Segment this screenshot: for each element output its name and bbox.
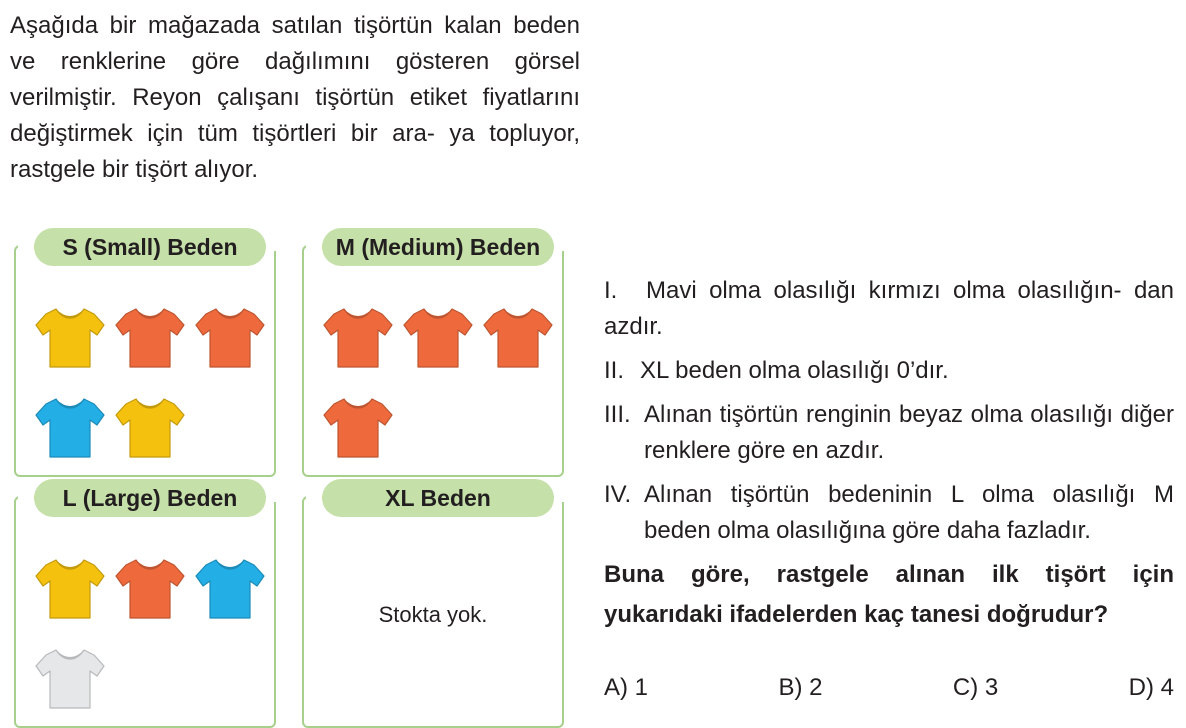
shirt-grid bbox=[30, 299, 270, 465]
statement-text: Mavi olma olasılığı kırmızı olma olasılığın- dan azdır. bbox=[604, 277, 1174, 340]
statement-number: I. bbox=[604, 277, 618, 304]
option-b[interactable]: B) 2 bbox=[778, 674, 823, 701]
statement-text: Alınan tişörtün renginin beyaz olma olasılığı diğer renklere göre en azdır. bbox=[644, 401, 1174, 464]
statement-text: XL beden olma olasılığı 0’dır. bbox=[640, 357, 949, 384]
statements-list bbox=[604, 273, 1174, 557]
red-tshirt-icon bbox=[318, 389, 398, 465]
blue-tshirt-icon bbox=[190, 550, 270, 626]
red-tshirt-icon bbox=[398, 299, 478, 375]
option-c[interactable]: C) 3 bbox=[952, 674, 999, 701]
panel-m-size bbox=[302, 234, 564, 477]
statement-1 bbox=[604, 273, 1174, 345]
yellow-tshirt-icon bbox=[110, 389, 190, 465]
statement-3 bbox=[604, 397, 1174, 469]
option-a[interactable]: A) 1 bbox=[604, 674, 649, 701]
panel-title: L (Large) Beden bbox=[34, 479, 266, 517]
shirt-grid bbox=[318, 299, 558, 465]
panel-title: XL Beden bbox=[322, 479, 554, 517]
panel-xl-size bbox=[302, 485, 564, 728]
panel-l-size bbox=[14, 485, 276, 728]
option-d[interactable]: D) 4 bbox=[1128, 674, 1174, 701]
out-of-stock-note: Stokta yok. bbox=[378, 602, 488, 627]
red-tshirt-icon bbox=[110, 299, 190, 375]
blue-tshirt-icon bbox=[30, 389, 110, 465]
intro-text: Aşağıda bir mağazada satılan tişörtün kalan beden ve renklerine göre dağılımını gösteren görsel verilmiştir. Reyon çalışanı tişörtün etiket fiyatlarını değiştirmek için tüm tişörtleri bir ara- ya topluyor, rastgele bir tişört alıyor. bbox=[10, 12, 580, 183]
statement-number: IV. bbox=[604, 481, 632, 508]
statement-4 bbox=[604, 477, 1174, 549]
statement-number: II. bbox=[604, 357, 625, 384]
panel-title: M (Medium) Beden bbox=[322, 228, 554, 266]
statement-2 bbox=[604, 353, 1174, 389]
panel-title: S (Small) Beden bbox=[34, 228, 266, 266]
question-text: Buna göre, rastgele alınan ilk tişört için yukarıdaki ifadelerden kaç tanesi doğrudur? bbox=[604, 561, 1174, 628]
yellow-tshirt-icon bbox=[30, 299, 110, 375]
answer-options bbox=[604, 674, 1174, 702]
red-tshirt-icon bbox=[190, 299, 270, 375]
shirt-grid bbox=[30, 550, 270, 716]
white-tshirt-icon bbox=[30, 640, 110, 716]
red-tshirt-icon bbox=[110, 550, 190, 626]
panel-s-size bbox=[14, 234, 276, 477]
red-tshirt-icon bbox=[318, 299, 398, 375]
statement-number: III. bbox=[604, 401, 631, 428]
statement-text: Alınan tişörtün bedeninin L olma olasılığı M beden olma olasılığına göre daha fazladır. bbox=[644, 481, 1174, 544]
yellow-tshirt-icon bbox=[30, 550, 110, 626]
red-tshirt-icon bbox=[478, 299, 558, 375]
